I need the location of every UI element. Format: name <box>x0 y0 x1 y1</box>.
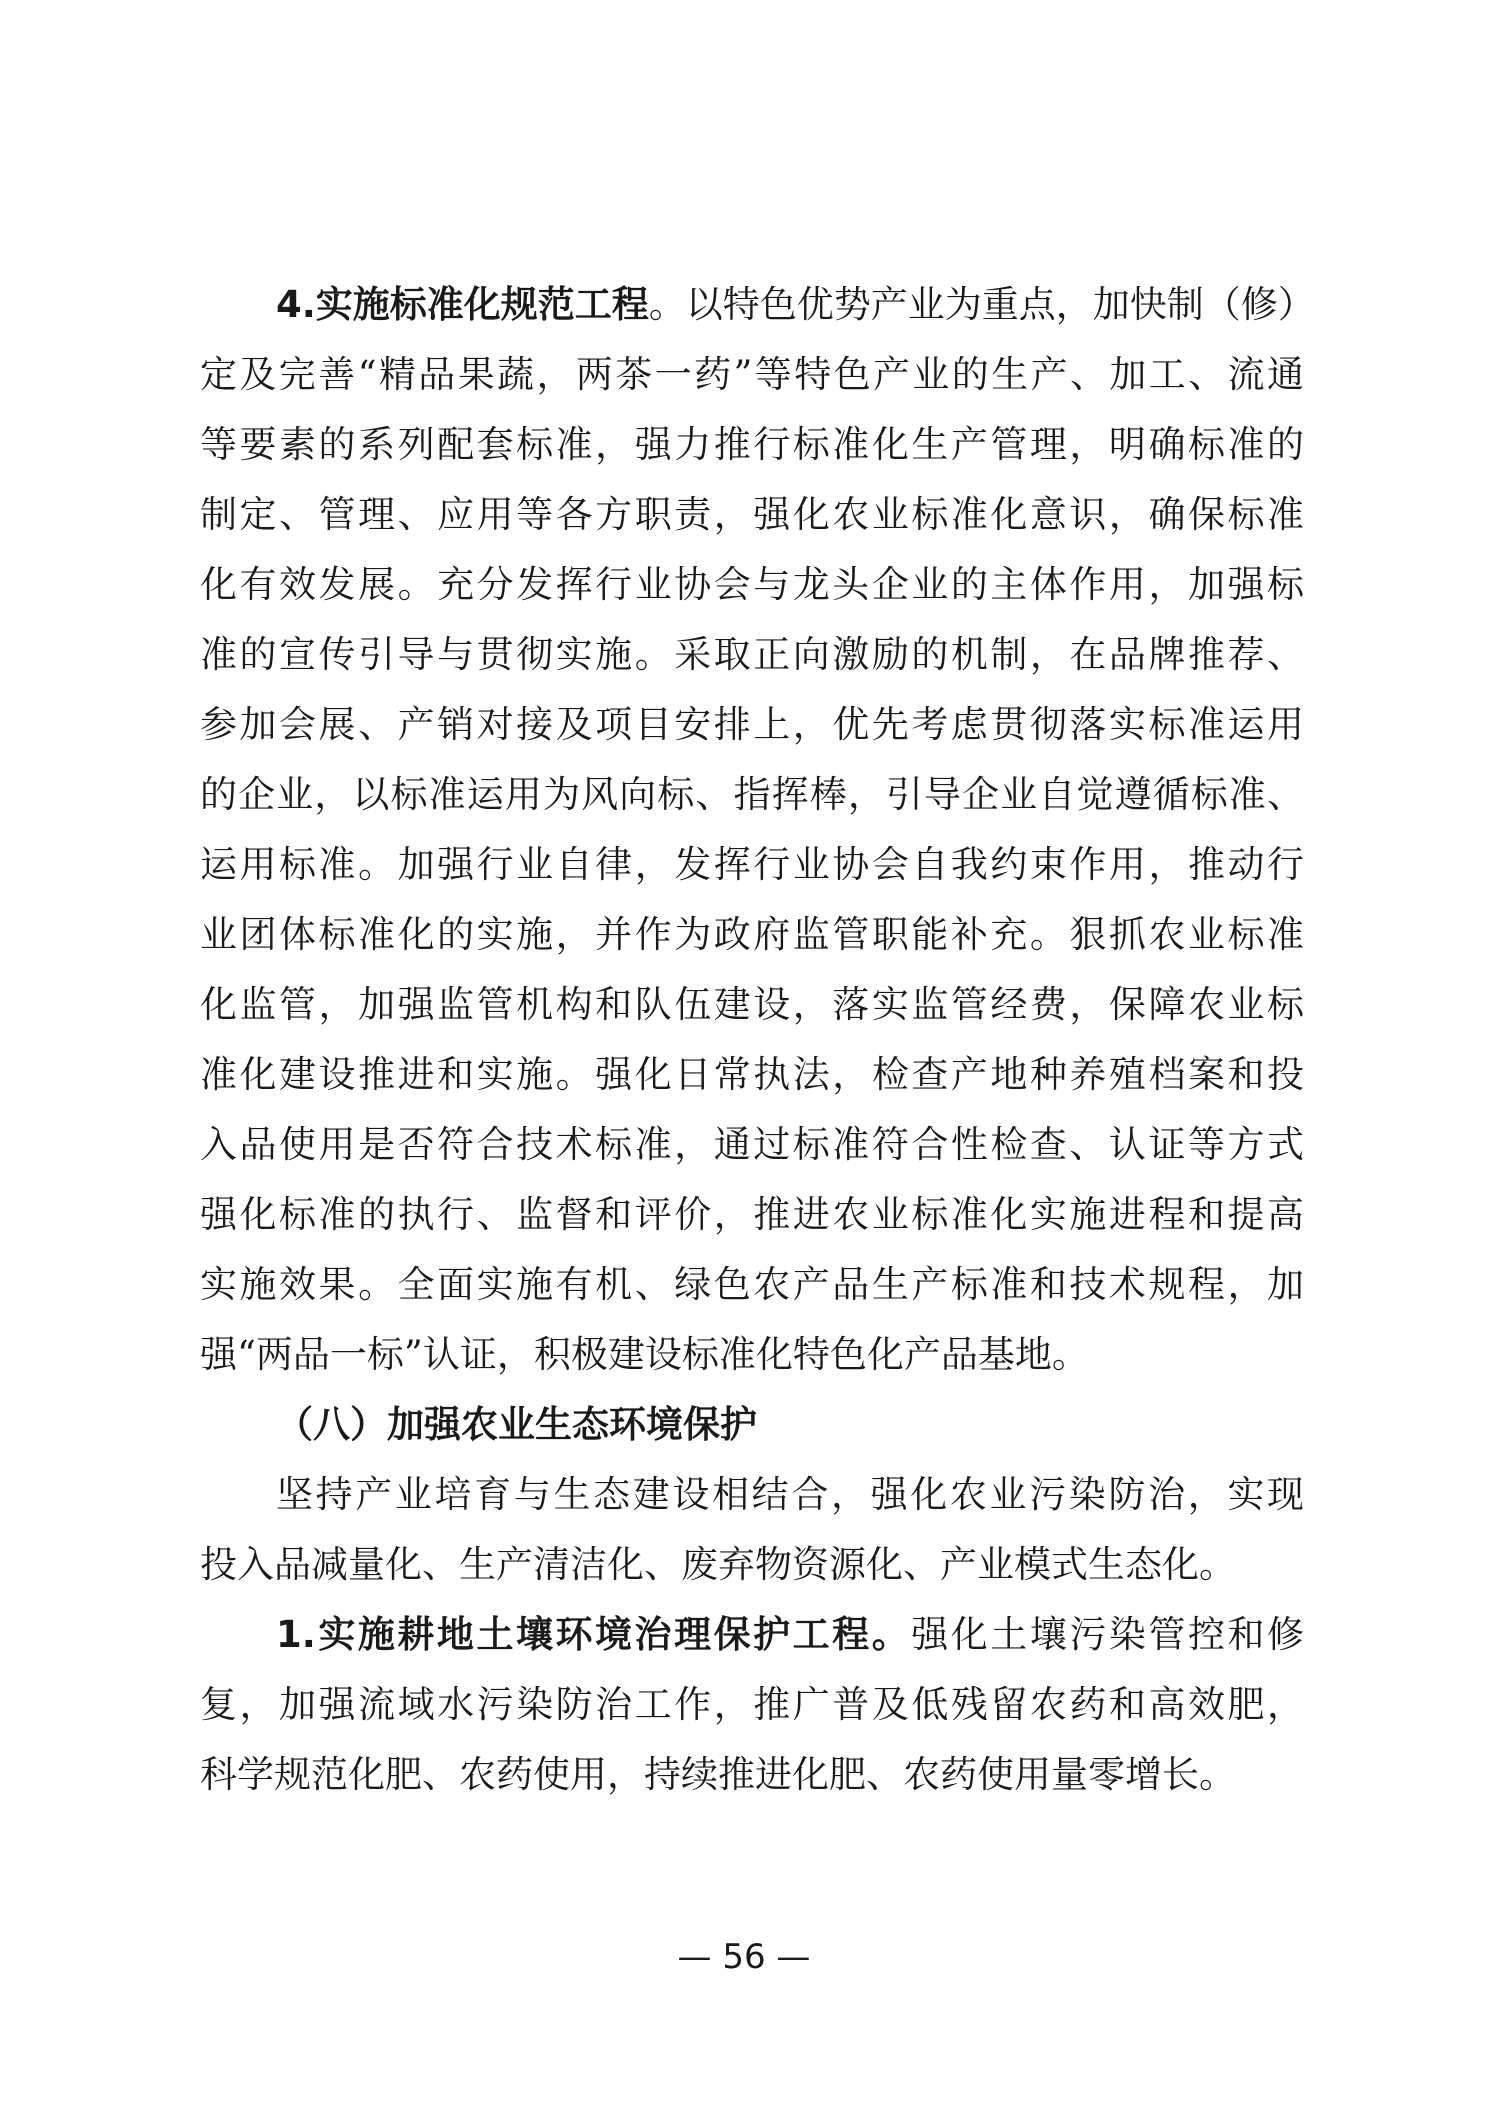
paragraph-line: 投入品减量化、生产清洁化、废弃物资源化、产业模式生态化。 <box>200 1543 1236 1586</box>
paragraph-line: 业团体标准化的实施，并作为政府监管职能补充。狠抓农业标准 <box>200 913 1304 956</box>
paragraph-line: 定及完善“精品果蔬，两茶一药”等特色产业的生产、加工、流通 <box>200 353 1304 396</box>
section-heading: （八）加强农业生态环境保护 <box>276 1403 757 1446</box>
paragraph-line: 的企业，以标准运用为风向标、指挥棒，引导企业自觉遵循标准、 <box>200 773 1304 816</box>
paragraph-line: 坚持产业培育与生态建设相结合，强化农业污染防治，实现 <box>276 1473 1304 1516</box>
paragraph-text: 。以特色优势产业为重点，加快制（修） <box>648 283 1315 326</box>
paragraph-line: 化有效发展。充分发挥行业协会与龙头企业的主体作用，加强标 <box>200 563 1304 606</box>
paragraph-line <box>200 1600 1304 1670</box>
paragraph-line: 等要素的系列配套标准，强力推行标准化生产管理，明确标准的 <box>200 423 1304 466</box>
paragraph-line: 实施效果。全面实施有机、绿色农产品生产标准和技术规程，加 <box>200 1263 1304 1306</box>
paragraph-line: 复，加强流域水污染防治工作，推广普及低残留农药和高效肥， <box>200 1683 1304 1726</box>
paragraph-line: 入品使用是否符合技术标准，通过标准符合性检查、认证等方式 <box>200 1123 1304 1166</box>
paragraph-line: 准化建设推进和实施。强化日常执法，检查产地种养殖档案和投 <box>200 1053 1304 1096</box>
paragraph-line: 准的宣传引导与贯彻实施。采取正向激励的机制，在品牌推荐、 <box>200 633 1304 676</box>
paragraph-text: 强化土壤污染管控和修 <box>911 1613 1304 1656</box>
paragraph-line: 强化标准的执行、监督和评价，推进农业标准化实施进程和提高 <box>200 1193 1304 1236</box>
section-lead-standardization: 4.实施标准化规范工程 <box>276 283 649 326</box>
page-number: — 56 — <box>677 1937 811 1977</box>
paragraph-line: 科学规范化肥、农药使用，持续推进化肥、农药使用量零增长。 <box>200 1753 1236 1796</box>
paragraph-line <box>200 270 1315 340</box>
paragraph-line: 参加会展、产销对接及项目安排上，优先考虑贯彻落实标准运用 <box>200 703 1304 746</box>
paragraph-line: 强“两品一标”认证，积极建设标准化特色化产品基地。 <box>200 1333 1089 1376</box>
paragraph-line: 化监管，加强监管机构和队伍建设，落实监管经费，保障农业标 <box>200 983 1304 1026</box>
document-body <box>200 270 1315 1810</box>
section-lead-soil: 1.实施耕地土壤环境治理保护工程。 <box>276 1613 912 1656</box>
paragraph-line: 运用标准。加强行业自律，发挥行业协会自我约束作用，推动行 <box>200 843 1304 886</box>
paragraph-line: 制定、管理、应用等各方职责，强化农业标准化意识，确保标准 <box>200 493 1304 536</box>
